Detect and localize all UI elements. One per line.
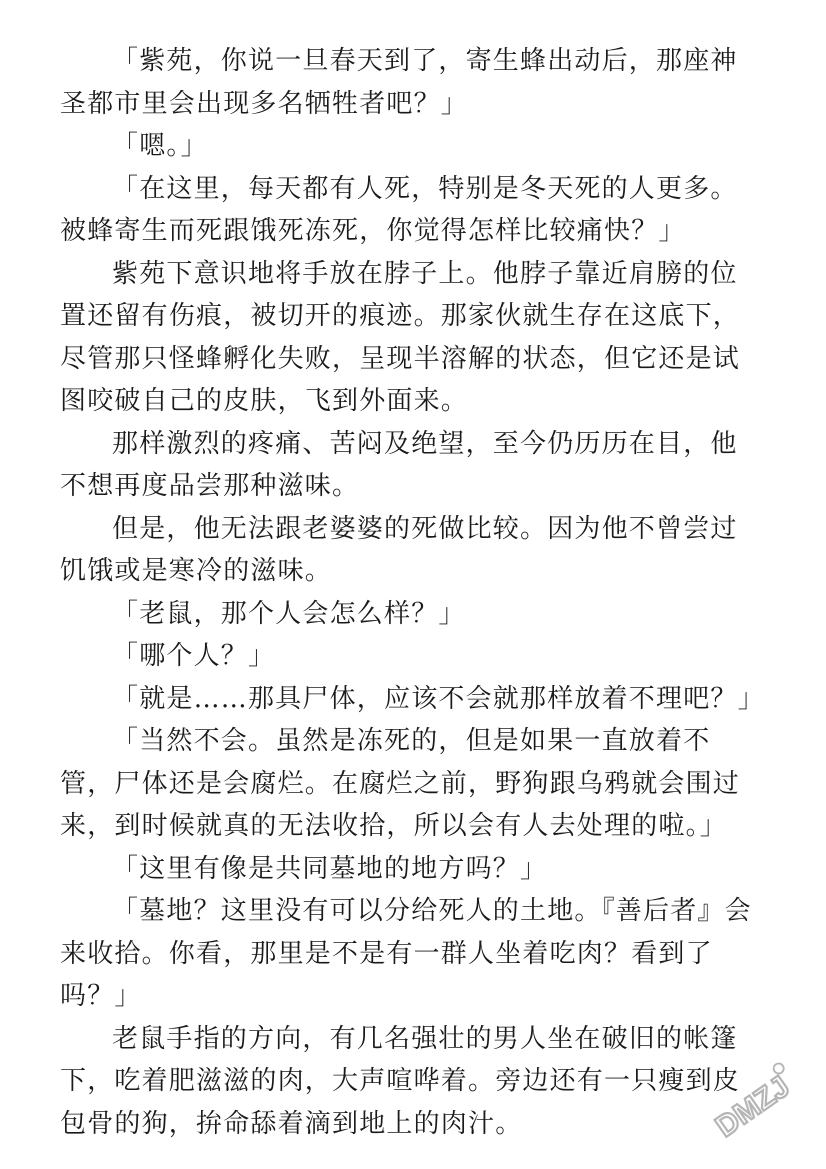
paragraph-8: 「哪个人？」 <box>112 641 276 671</box>
paragraph-1: 「紫苑，你说一旦春天到了，寄生蜂出动后，那座神圣都市里会出现多名牺牲者吧？」 <box>60 46 738 119</box>
paragraph-13: 老鼠手指的方向，有几名强壮的男人坐在破旧的帐篷下，吃着肥滋滋的肉，大声喧哗着。旁边还有一只瘦到皮包骨的狗，拚命舔着滴到地上的肉汁。 <box>60 1023 741 1139</box>
paragraph-5: 那样激烈的疼痛、苦闷及绝望，至今仍历历在目，他不想再度品尝那种滋味。 <box>60 428 738 501</box>
paragraph-11: 「这里有像是共同墓地的地方吗？」 <box>112 853 548 884</box>
paragraph-9: 「就是……那具尸体，应该不会就那样放着不理吧？」 <box>112 683 765 714</box>
paragraph-3: 「在这里，每天都有人死，特别是冬天死的人更多。被蜂寄生而死跟饿死冻死，你觉得怎样比较痛快？」 <box>60 173 738 246</box>
document-body <box>60 40 765 1145</box>
dmzj-watermark-logo <box>702 1047 812 1147</box>
paragraph-2: 「嗯。」 <box>112 131 208 161</box>
paragraph-10: 「当然不会。虽然是冻死的，但是如果一直放着不管，尸体还是会腐烂。在腐烂之前，野狗跟乌鸦就会围过来，到时候就真的无法收拾，所以会有人去处理的啦。」 <box>60 726 741 841</box>
paragraph-6: 但是，他无法跟老婆婆的死做比较。因为他不曾尝过饥饿或是寒冷的滋味。 <box>60 513 738 586</box>
paragraph-7: 「老鼠，那个人会怎么样？」 <box>112 598 466 629</box>
watermark-icon <box>702 1047 812 1147</box>
paragraph-4: 紫苑下意识地将手放在脖子上。他脖子靠近肩膀的位置还留有伤痕，被切开的痕迹。那家伙就生存在这底下，尽管那只怪蜂孵化失败，呈现半溶解的状态，但它还是试图咬破自己的皮肤，飞到外面来。 <box>60 258 741 416</box>
paragraph-12: 「墓地？这里没有可以分给死人的土地。『善后者』会来收拾。你看，那里是不是有一群人坐着吃肉？看到了吗？」 <box>60 896 752 1011</box>
watermark-text: DMZJ <box>709 1069 796 1144</box>
